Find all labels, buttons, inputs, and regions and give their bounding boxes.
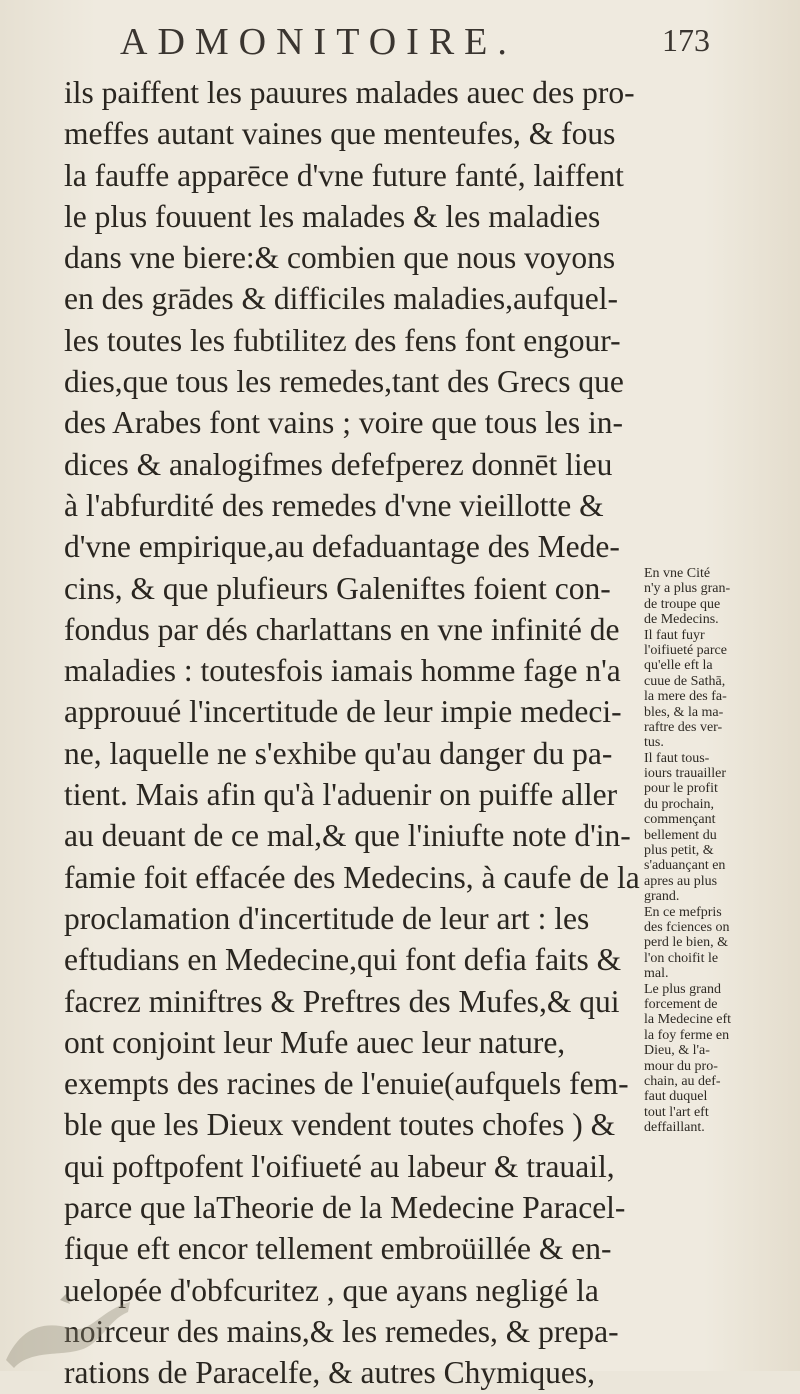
margin-note-line: chain, au def- (644, 1073, 721, 1089)
margin-note-line: commençant (644, 812, 716, 828)
margin-note-line: bles, & la ma- (644, 704, 724, 720)
margin-note-line: Il faut fuyr (644, 627, 705, 643)
text-line: ble que les Dieux vendent toutes chofes ) & (64, 1107, 616, 1143)
text-line: famie foit effacée des Medecins, à caufe de la (64, 859, 640, 895)
text-line: tient. Mais afin qu'à l'aduenir on puiffe aller (64, 777, 618, 813)
margin-note-line: deffaillant. (644, 1120, 705, 1136)
margin-note-line: forcement de (644, 996, 718, 1012)
text-line: uelopée d'obfcuritez , que ayans negligé la (64, 1272, 599, 1308)
text-line: les toutes les fubtilitez des fens font engour- (64, 322, 621, 358)
text-line: dies,que tous les remedes,tant des Grecs que (64, 364, 624, 400)
text-line: parce que laTheorie de la Medecine Paracel- (64, 1190, 626, 1226)
margin-note-line: l'on choifit le (644, 950, 719, 966)
text-line: fique eft encor tellement embroüillée & en- (64, 1231, 612, 1267)
text-line: en des grādes & difficiles maladies,aufquel- (64, 281, 618, 317)
margin-note-line: la foy ferme en (644, 1027, 730, 1043)
text-line: au deuant de ce mal,& que l'iniufte note d'in- (64, 818, 631, 854)
margin-note-line: perd le bien, & (644, 935, 728, 951)
margin-note-line: mour du pro- (644, 1058, 718, 1074)
text-line: ils paiffent les pauures malades auec des pro- (64, 75, 635, 110)
margin-note-line: des fciences on (644, 919, 730, 935)
main-text-block (64, 72, 640, 1394)
text-line: des Arabes font vains ; voire que tous les in- (64, 405, 624, 441)
text-line: noirceur des mains,& les remedes, & prepa- (64, 1313, 619, 1349)
margin-note-line: raftre des ver- (644, 719, 723, 735)
text-line: fondus par dés charlattans en vne infinité de (64, 611, 620, 647)
margin-note-line: faut duquel (644, 1089, 708, 1105)
text-line: maladies : toutesfois iamais homme fage n'a (64, 653, 621, 689)
running-title: ADMONITOIRE. (120, 21, 517, 63)
text-line: eftudians en Medecine,qui font defia faits & (64, 942, 622, 978)
running-header (120, 20, 710, 64)
text-line: ont conjoint leur Mufe auec leur nature, (64, 1024, 566, 1060)
margin-note-line: En vne Cité (644, 566, 711, 581)
margin-note-line: la mere des fa- (644, 689, 727, 705)
margin-note-line: n'y a plus gran- (644, 581, 731, 597)
margin-note-line: du prochain, (644, 796, 714, 812)
text-line: proclamation d'incertitude de leur art : les (64, 900, 590, 936)
text-line: dices & analogifmes defefperez donnēt lieu (64, 446, 613, 482)
text-line: d'vne empirique,au defaduantage des Mede- (64, 529, 620, 565)
margin-note-line: de troupe que (644, 596, 721, 612)
text-line: la fauffe apparēce d'vne future fanté, laiffent (64, 157, 624, 193)
margin-note-line: tout l'art eft (644, 1104, 709, 1120)
margin-note-line: qu'elle eft la (644, 658, 713, 674)
margin-note-line: pour le profit (644, 781, 718, 797)
text-line: cins, & que plufieurs Galeniftes foient con- (64, 570, 611, 606)
margin-note-line: de Medecins. (644, 612, 719, 628)
text-line: meffes autant vaines que menteufes, & fous (64, 116, 616, 152)
text-line: approuué l'incertitude de leur impie medeci- (64, 694, 622, 730)
margin-note-line: Dieu, & l'a- (644, 1043, 710, 1059)
text-line: ne, laquelle ne s'exhibe qu'au danger du pa- (64, 735, 613, 771)
margin-note-line: mal. (644, 966, 669, 982)
margin-note-line: la Medecine eft (644, 1012, 732, 1028)
text-line: dans vne biere:& combien que nous voyons (64, 240, 616, 276)
margin-note-line: En ce mefpris (644, 904, 722, 920)
text-line: à l'abfurdité des remedes d'vne vieillotte & (64, 487, 604, 523)
text-line: facrez miniftres & Preftres des Mufes,& qui (64, 983, 620, 1019)
page-number: 173 (662, 22, 710, 58)
margin-note-line: Il faut tous- (644, 750, 710, 766)
text-line: rations de Paracelfe, & autres Chymiques, (64, 1355, 595, 1391)
margin-note-line: plus petit, & (644, 843, 714, 859)
margin-note-line: s'aduançant en (644, 858, 726, 874)
text-line: qui poftpofent l'oifiueté au labeur & trauail, (64, 1148, 615, 1184)
margin-note-line: iours trauailler (644, 766, 727, 782)
margin-note-line: tus. (644, 735, 664, 751)
margin-note-line: grand. (644, 889, 680, 905)
margin-note-line: Le plus grand (644, 981, 721, 997)
text-line: le plus fouuent les malades & les maladies (64, 198, 601, 234)
margin-note-line: cuue de Sathā, (644, 673, 726, 689)
text-line: exempts des racines de l'enuie(aufquels fem- (64, 1066, 629, 1102)
margin-note-line: apres au plus (644, 873, 718, 889)
margin-notes (644, 566, 794, 1135)
margin-note-line: bellement du (644, 827, 717, 843)
margin-note-line: l'oifiueté parce (644, 642, 727, 658)
